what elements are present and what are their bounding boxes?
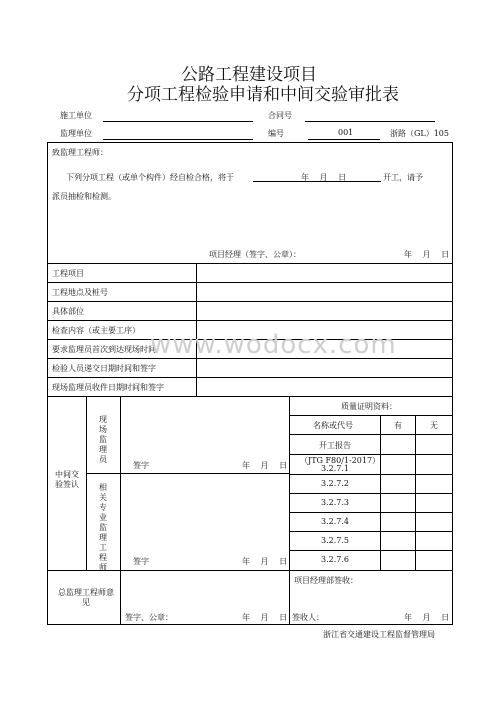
row-receive-time: 现场监理员收件日期时间和签字 (52, 383, 164, 392)
acceptance-group-text: 中间交验签认 (55, 470, 79, 489)
contract-no-label: 合同号 (268, 111, 292, 120)
form-code: 浙路（GL）105 (390, 129, 449, 138)
number-field-line (308, 139, 380, 140)
rule (289, 396, 290, 625)
onsite-sign-label: 签字 (133, 461, 149, 470)
rule (289, 550, 453, 551)
chief-sign-label: 签字、公章： (125, 613, 173, 622)
rule (47, 301, 453, 302)
rule (380, 415, 381, 570)
rule (289, 531, 453, 532)
onsite-supervisor-label (98, 415, 108, 465)
chief-engineer-label (56, 588, 116, 608)
supervisor-field-line (103, 139, 253, 140)
acceptance-group-label (55, 470, 79, 490)
item-3271: 3.2.7.1 (321, 464, 349, 473)
intro-text-1b: 开工，请予 (383, 173, 423, 182)
row-first-arrival: 要求监理员首次到达现场时间 (52, 345, 156, 354)
item-standard: （JTG F80/1-2017） (300, 456, 381, 465)
col-name: 名称或代号 (313, 421, 353, 430)
receiver-date: 年 月 日 (404, 613, 450, 622)
intro-text-2: 派员抽检和检测。 (52, 192, 116, 201)
item-3272: 3.2.7.2 (321, 479, 349, 488)
rule (47, 282, 453, 283)
intro-text-1: 下列分项工程（或单个构件）经自检合格，将于 (66, 173, 234, 182)
specialist-sign-date: 年 月 日 (242, 557, 288, 566)
chief-sign-date: 年 月 日 (242, 613, 288, 622)
salutation: 致监理工程师： (52, 148, 108, 157)
item-start-report: 开工报告 (319, 441, 351, 450)
col-yes: 有 (394, 421, 402, 430)
page-title: 公路工程建设项目 (181, 65, 317, 85)
watermark: www.wodocx.com (150, 330, 397, 360)
row-content: 检查内容（或主要工序） (52, 326, 140, 335)
rule (289, 512, 453, 513)
rule (86, 396, 87, 570)
rule (289, 415, 453, 416)
rule (47, 377, 453, 378)
contract-no-field-line (305, 121, 435, 122)
chief-engineer-text: 总监理工程师意 见 (58, 588, 114, 607)
item-3276: 3.2.7.6 (321, 555, 349, 564)
pm-signature-label: 项目经理（签字、公章）： (209, 250, 301, 259)
rule (289, 474, 453, 475)
rule (120, 396, 121, 625)
receiver-label: 签收人： (292, 613, 324, 622)
contractor-field-line (103, 121, 253, 122)
rule (47, 396, 453, 397)
rule (415, 415, 416, 570)
onsite-supervisor-text: 现场监理员 (99, 415, 107, 464)
contractor-label: 施工单位 (60, 111, 92, 120)
row-project: 工程项目 (52, 269, 84, 278)
page-subtitle: 分项工程检验申请和中间交验审批表 (127, 85, 399, 105)
supervisor-label: 监理单位 (60, 129, 92, 138)
col-no: 无 (430, 421, 438, 430)
pm-signature-date: 年 月 日 (404, 250, 450, 259)
issuing-authority: 浙江省交通建设工程监督管理局 (323, 630, 435, 639)
item-3274: 3.2.7.4 (321, 517, 349, 526)
specialist-label (98, 483, 108, 573)
rule (289, 493, 453, 494)
item-3273: 3.2.7.3 (321, 498, 349, 507)
onsite-sign-date: 年 月 日 (242, 461, 288, 470)
specialist-sign-label: 签字 (133, 557, 149, 566)
pm-office-receipt-label: 项目经理部签收： (294, 576, 358, 585)
number-value: 001 (338, 128, 354, 137)
row-part: 具体部位 (52, 307, 84, 316)
specialist-text: 相关专业监理工程师 (99, 483, 107, 572)
rule (47, 263, 453, 264)
rule (289, 434, 453, 435)
start-date: 年 月 日 (301, 173, 347, 182)
row-location: 工程地点及桩号 (52, 288, 108, 297)
rule (86, 473, 289, 474)
quality-title: 质量证明资料： (341, 402, 397, 411)
row-submit-time: 检验人员递交日期时间和签字 (52, 364, 156, 373)
item-3275: 3.2.7.5 (321, 536, 349, 545)
rule (47, 320, 453, 321)
number-label: 编号 (268, 129, 284, 138)
